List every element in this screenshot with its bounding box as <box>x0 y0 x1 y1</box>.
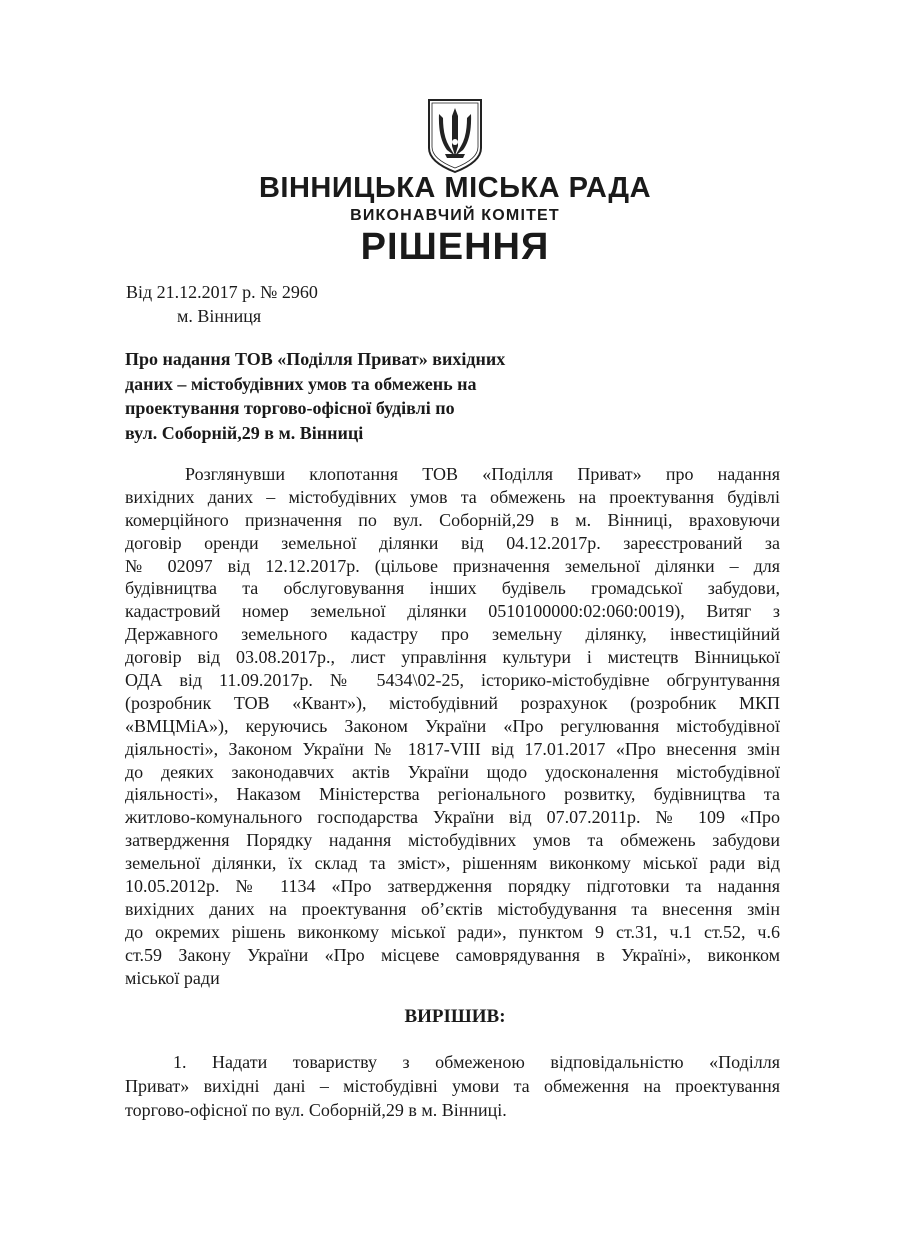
subject-line: вул. Соборній,29 в м. Вінниці <box>125 422 364 443</box>
decision-title: РІШЕННЯ <box>360 226 550 268</box>
item-line: Приват» вихідні дані – містобудівні умови та обмеження на проектування <box>125 1076 780 1096</box>
subject-line: Про надання ТОВ «Поділля Приват» вихідних <box>125 349 506 369</box>
decision-date-number: Від 21.12.2017 р. № 2960 <box>126 282 318 302</box>
resolution-item-1 <box>125 1050 780 1122</box>
item-line: торгово-офісної по вул. Соборній,29 в м. Вінниці. <box>125 1100 507 1120</box>
council-title: ВІННИЦЬКА МІСЬКА РАДА <box>258 172 652 204</box>
preamble-line: Державного земельного кадастру про земельну ділянку, інвестиційний <box>125 624 780 645</box>
item-line: 1. Надати товариству з обмеженою відповідальністю «Поділля <box>173 1052 780 1072</box>
preamble-line: вихідних даних на проектування об’єктів містобудування та внесення змін <box>125 898 780 919</box>
preamble-line: договір від 03.08.2017р., лист управління культури і мистецтв Вінницької <box>125 647 780 668</box>
preamble-line: «ВМЦМіА»), керуючись Законом України «Про регулювання містобудівної <box>125 715 780 736</box>
preamble-line: затвердження Порядку надання містобудівних умов та обмежень забудови <box>125 830 780 851</box>
preamble-line: до окремих рішень виконкому міської ради», пунктом 9 ст.31, ч.1 ст.52, ч.6 <box>125 921 780 942</box>
preamble-line: діяльності», Наказом Міністерства регіонального розвитку, будівництва та <box>125 784 780 805</box>
preamble-line: № 02097 від 12.12.2017р. (цільове призначення земельної ділянки – для <box>125 555 780 576</box>
preamble-line: договір оренди земельної ділянки від 04.12.2017р. зареєстрований за <box>125 532 780 553</box>
decision-city: м. Вінниця <box>177 306 262 326</box>
preamble-line: діяльності», Законом України № 1817-VIII від 17.01.2017 «Про внесення змін <box>125 738 780 759</box>
preamble-line: ОДА від 11.09.2017р. № 5434\02-25, історико-містобудівне обгрунтування <box>125 670 780 691</box>
subject-line: проектування торгово-офісної будівлі по <box>125 398 455 418</box>
preamble-line: 10.05.2012р. № 1134 «Про затвердження порядку підготовки та надання <box>125 876 780 897</box>
preamble-line: земельної ділянки, їх склад та зміст», рішенням виконкому міської ради від <box>125 853 780 874</box>
preamble-paragraph <box>125 463 780 989</box>
preamble-line: міської ради <box>125 967 220 988</box>
trident-emblem-icon <box>425 96 485 176</box>
committee-title: ВИКОНАВЧИЙ КОМІТЕТ <box>350 207 560 224</box>
preamble-line: (розробник ТОВ «Квант»), містобудівний розрахунок (розробник МКП <box>125 692 780 713</box>
preamble-line: до деяких законодавчих актів України щодо удосконалення містобудівної <box>125 761 780 782</box>
subject-line: даних – містобудівних умов та обмежень на <box>125 373 477 394</box>
decision-subject <box>125 347 565 445</box>
preamble-line: ст.59 Закону України «Про місцеве самоврядування в Україні», виконком <box>125 944 780 965</box>
preamble-line: Розглянувши клопотання ТОВ «Поділля Приват» про надання <box>185 464 780 484</box>
preamble-line: будівництва та обслуговування інших будівель громадської забудови, <box>125 578 780 599</box>
preamble-line: вихідних даних – містобудівних умов та обмежень на проектування будівлі <box>125 486 780 507</box>
preamble-line: комерційного призначення по вул. Соборній,29 в м. Вінниці, враховуючи <box>125 509 780 530</box>
resolve-heading: ВИРІШИВ: <box>404 1006 506 1027</box>
preamble-line: житлово-комунального господарства України від 07.07.2011р. № 109 «Про <box>125 807 780 828</box>
preamble-line: кадастровий номер земельної ділянки 0510100000:02:060:0019), Витяг з <box>125 601 780 622</box>
